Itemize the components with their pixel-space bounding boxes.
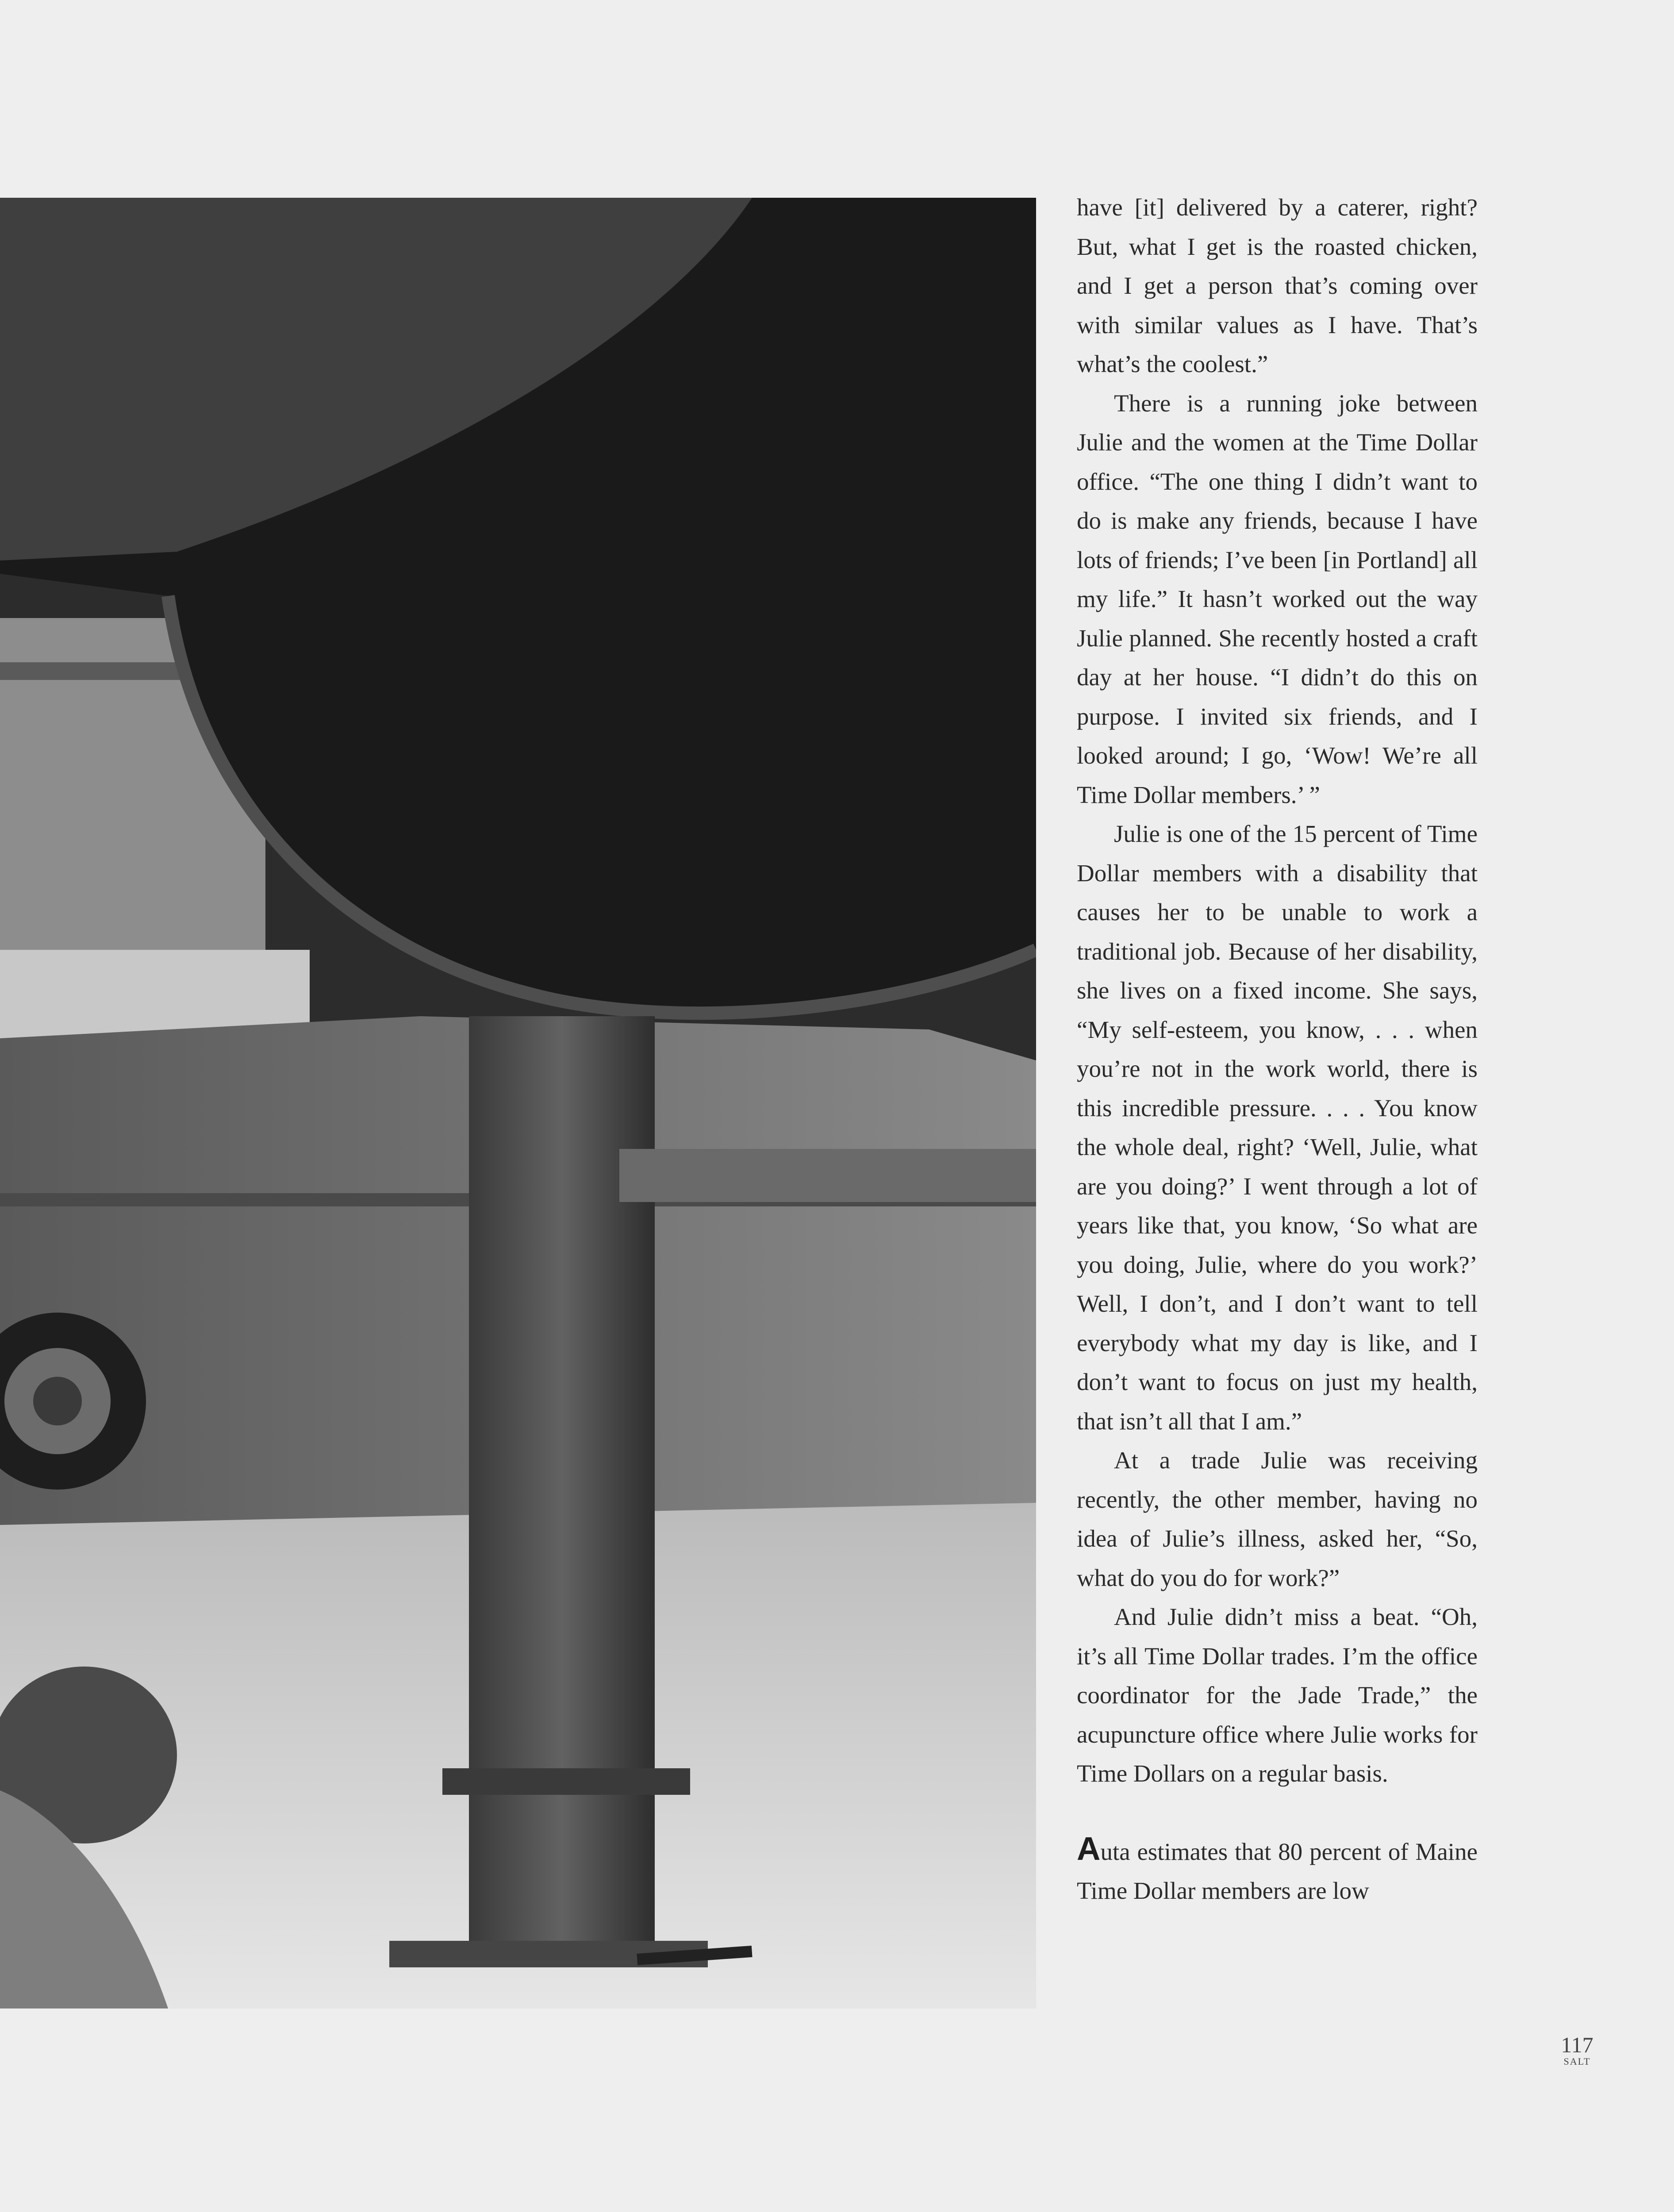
article-paragraph: have [it] delivered by a caterer, right? But, what I get is the roasted chicken, and I get a person that’s coming over with similar values as I have. That’s what’s the coolest.” [1077,194,1478,377]
page-folio [1557,2033,1597,2067]
section-opening-text: uta estimates that 80 percent of Maine Time Dollar members are low [1077,1838,1478,1904]
article-paragraph: At a trade Julie was receiving recently, the other member, having no idea of Julie’s illness, asked her, “So, what do you do for work?” [1077,1447,1478,1591]
section-initial: A [1077,1830,1101,1867]
article-paragraph: There is a running joke between Julie and the women at the Time Dollar office. “The one thing I didn’t want to do is make any friends, because I have lots of friends; I’ve been [in Portland] all my life.” It hasn’t worked out the way Julie planned. She recently hosted a craft day at her house. “I didn’t do this on purpose. I invited six friends, and I looked around; I go, ‘Wow! We’re all Time Dollar members.’ ” [1077,389,1478,808]
article-paragraph: And Julie didn’t miss a beat. “Oh, it’s all Time Dollar trades. I’m the office coordinator for the Jade Trade,” the acupuncture office where Julie works for Time Dollars on a regular basis. [1077,1603,1478,1787]
section-opening-paragraph [1077,1832,1478,1911]
garage-lift-photo [0,198,1036,2008]
page-number: 117 [1561,2032,1593,2057]
magazine-name: SALT [1563,2056,1591,2067]
article-paragraph: Julie is one of the 15 percent of Time Dollar members with a disability that causes her to be unable to work a traditional job. Because of her disability, she lives on a fixed income. She says, “My self-esteem, you know, . . . when you’re not in the work world, there is this incredible pressure. . . . You know the whole deal, right? ‘Well, Julie, what are you doing?’ I went through a lot of years like that, you know, ‘So what are you doing, Julie, where do you work?’ Well, I don’t, and I don’t want to tell everybody what my day is like, and I don’t want to focus on just my health, that isn’t all that I am.” [1077,820,1478,1435]
article-column [1077,188,1478,1911]
